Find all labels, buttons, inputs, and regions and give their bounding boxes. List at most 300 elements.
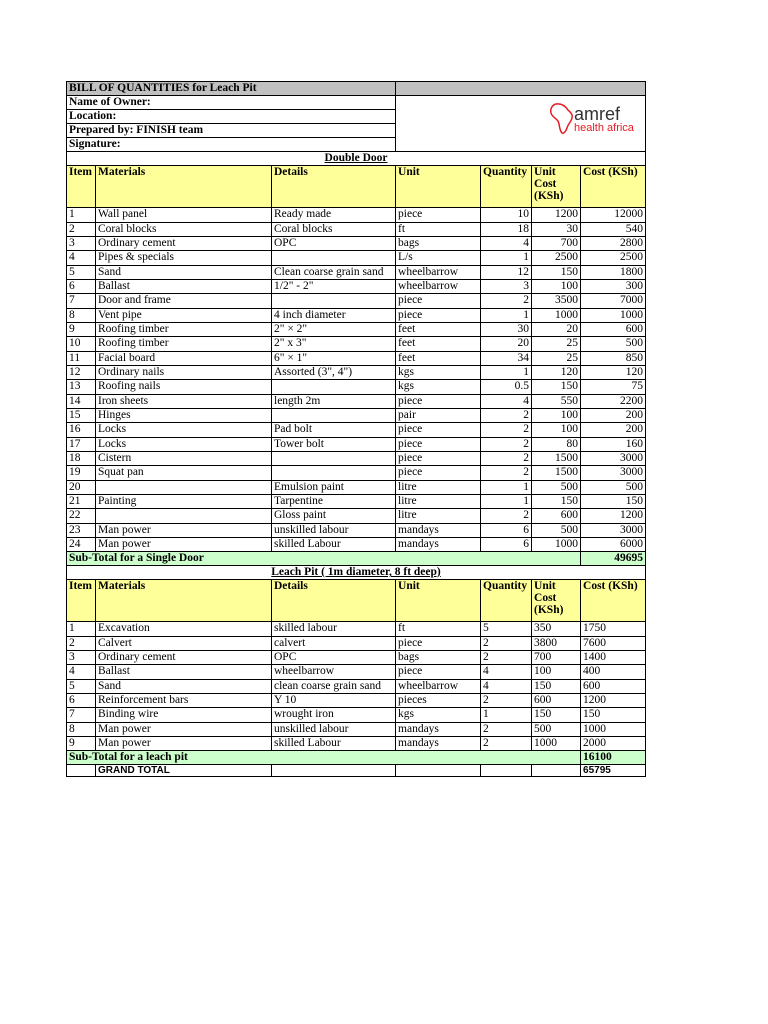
cell-material: Hinges <box>96 409 272 423</box>
cell-item: 18 <box>67 452 96 466</box>
cell-unit-cost: 1500 <box>532 452 581 466</box>
cell-unit: litre <box>396 495 481 509</box>
column-header-row <box>67 580 646 622</box>
table-row <box>67 237 646 251</box>
cell-item: 3 <box>67 651 96 665</box>
section-title-double-door <box>67 152 646 166</box>
cell-quantity: 2 <box>481 452 532 466</box>
table-row <box>67 737 646 751</box>
table-row <box>67 223 646 237</box>
cell-material: Ballast <box>96 665 272 680</box>
cell-cost: 2500 <box>581 251 646 266</box>
grand-total-label: GRAND TOTAL <box>96 765 272 777</box>
col-cost: Cost (KSh) <box>581 166 646 208</box>
cell-unit-cost: 120 <box>532 366 581 380</box>
cell-details: calvert <box>272 637 396 651</box>
cell-item: 4 <box>67 251 96 266</box>
cell-details: skilled Labour <box>272 538 396 552</box>
cell-unit: feet <box>396 337 481 352</box>
cell-unit: mandays <box>396 538 481 552</box>
cell-details: skilled Labour <box>272 737 396 751</box>
cell-details: Pad bolt <box>272 423 396 438</box>
cell-material: Roofing timber <box>96 323 272 337</box>
cell-item: 1 <box>67 208 96 223</box>
cell-unit-cost: 1000 <box>532 309 581 323</box>
cell-material: Excavation <box>96 622 272 637</box>
grand-total-empty <box>67 765 96 777</box>
cell-unit-cost: 3800 <box>532 637 581 651</box>
cell-material: Painting <box>96 495 272 509</box>
cell-material: Ordinary nails <box>96 366 272 380</box>
cell-material <box>96 481 272 495</box>
cell-unit: pair <box>396 409 481 423</box>
cell-details <box>272 380 396 395</box>
cell-cost: 150 <box>581 708 646 723</box>
cell-material: Roofing nails <box>96 380 272 395</box>
cell-item: 11 <box>67 352 96 366</box>
cell-item: 1 <box>67 622 96 637</box>
cell-cost: 1200 <box>581 694 646 708</box>
subtotal-value: 49695 <box>581 552 646 566</box>
cell-quantity: 1 <box>481 309 532 323</box>
grand-total-empty <box>396 765 481 777</box>
cell-cost: 200 <box>581 409 646 423</box>
table-row <box>67 481 646 495</box>
cell-cost: 540 <box>581 223 646 237</box>
cell-details: clean coarse grain sand <box>272 680 396 694</box>
cell-quantity: 5 <box>481 622 532 637</box>
cell-unit: piece <box>396 637 481 651</box>
cell-unit: piece <box>396 294 481 309</box>
cell-unit: L/s <box>396 251 481 266</box>
table-row <box>67 495 646 509</box>
table-row <box>67 452 646 466</box>
cell-unit: wheelbarrow <box>396 266 481 280</box>
cell-item: 16 <box>67 423 96 438</box>
cell-unit: bags <box>396 651 481 665</box>
cell-item: 15 <box>67 409 96 423</box>
table-row <box>67 208 646 223</box>
cell-quantity: 34 <box>481 352 532 366</box>
cell-item: 9 <box>67 737 96 751</box>
cell-details: Ready made <box>272 208 396 223</box>
table-row <box>67 409 646 423</box>
subtotal-value: 16100 <box>581 751 646 765</box>
cell-material: Man power <box>96 723 272 737</box>
cell-quantity: 1 <box>481 495 532 509</box>
cell-details <box>272 466 396 481</box>
table-row <box>67 622 646 637</box>
cell-item: 2 <box>67 637 96 651</box>
cell-details: unskilled labour <box>272 723 396 737</box>
cell-cost: 600 <box>581 680 646 694</box>
cell-quantity: 2 <box>481 409 532 423</box>
cell-material: Calvert <box>96 637 272 651</box>
col-unit: Unit <box>396 166 481 208</box>
cell-unit: piece <box>396 208 481 223</box>
cell-item: 7 <box>67 708 96 723</box>
cell-unit: bags <box>396 237 481 251</box>
table-row <box>67 380 646 395</box>
cell-material: Pipes & specials <box>96 251 272 266</box>
table-row <box>67 637 646 651</box>
signature-label: Signature: <box>67 138 396 152</box>
cell-unit-cost: 2500 <box>532 251 581 266</box>
cell-unit-cost: 3500 <box>532 294 581 309</box>
cell-material: Coral blocks <box>96 223 272 237</box>
cell-quantity: 1 <box>481 251 532 266</box>
cell-item: 10 <box>67 337 96 352</box>
cell-unit-cost: 25 <box>532 337 581 352</box>
cell-cost: 12000 <box>581 208 646 223</box>
cell-cost: 6000 <box>581 538 646 552</box>
col-unit: Unit <box>396 580 481 622</box>
cell-quantity: 2 <box>481 438 532 452</box>
cell-details: Tower bolt <box>272 438 396 452</box>
cell-details: length 2m <box>272 395 396 409</box>
cell-details: OPC <box>272 651 396 665</box>
boq-table <box>66 81 646 777</box>
cell-details: Y 10 <box>272 694 396 708</box>
grand-total-empty <box>532 765 581 777</box>
table-row <box>67 509 646 524</box>
cell-item: 7 <box>67 294 96 309</box>
cell-material: Locks <box>96 423 272 438</box>
cell-quantity: 4 <box>481 680 532 694</box>
cell-cost: 2000 <box>581 737 646 751</box>
cell-quantity: 2 <box>481 423 532 438</box>
cell-cost: 1750 <box>581 622 646 637</box>
cell-unit: kgs <box>396 366 481 380</box>
cell-unit-cost: 30 <box>532 223 581 237</box>
cell-cost: 2800 <box>581 237 646 251</box>
cell-item: 8 <box>67 723 96 737</box>
cell-material: Sand <box>96 680 272 694</box>
cell-details: Tarpentine <box>272 495 396 509</box>
cell-item: 12 <box>67 366 96 380</box>
grand-total-empty <box>272 765 396 777</box>
table-row <box>67 538 646 552</box>
cell-unit: piece <box>396 309 481 323</box>
cell-item: 8 <box>67 309 96 323</box>
cell-item: 9 <box>67 323 96 337</box>
cell-cost: 1000 <box>581 309 646 323</box>
table-row <box>67 251 646 266</box>
section-title-leach-pit <box>67 566 646 580</box>
cell-cost: 500 <box>581 337 646 352</box>
cell-item: 2 <box>67 223 96 237</box>
cell-item: 20 <box>67 481 96 495</box>
table-row <box>67 309 646 323</box>
cell-item: 14 <box>67 395 96 409</box>
cell-unit: wheelbarrow <box>396 280 481 294</box>
cell-quantity: 10 <box>481 208 532 223</box>
cell-details: Assorted (3", 4") <box>272 366 396 380</box>
section-title-row <box>67 566 646 580</box>
col-materials: Materials <box>96 166 272 208</box>
cell-details: 1/2" - 2" <box>272 280 396 294</box>
cell-item: 6 <box>67 280 96 294</box>
subtotal-row <box>67 552 646 566</box>
cell-item: 3 <box>67 237 96 251</box>
cell-material: Door and frame <box>96 294 272 309</box>
cell-material: Cistern <box>96 452 272 466</box>
cell-unit-cost: 550 <box>532 395 581 409</box>
cell-quantity: 3 <box>481 280 532 294</box>
cell-item: 13 <box>67 380 96 395</box>
cell-unit-cost: 350 <box>532 622 581 637</box>
table-row <box>67 665 646 680</box>
cell-cost: 850 <box>581 352 646 366</box>
cell-cost: 160 <box>581 438 646 452</box>
cell-unit-cost: 150 <box>532 495 581 509</box>
cell-details: Emulsion paint <box>272 481 396 495</box>
cell-material: Man power <box>96 737 272 751</box>
cell-material: Vent pipe <box>96 309 272 323</box>
cell-unit: mandays <box>396 723 481 737</box>
cell-quantity: 2 <box>481 509 532 524</box>
cell-unit: piece <box>396 395 481 409</box>
cell-details: Gloss paint <box>272 509 396 524</box>
table-row <box>67 266 646 280</box>
cell-details <box>272 294 396 309</box>
cell-cost: 7600 <box>581 637 646 651</box>
col-item: Item <box>67 166 96 208</box>
cell-material: Facial board <box>96 352 272 366</box>
cell-quantity: 6 <box>481 538 532 552</box>
cell-unit: mandays <box>396 524 481 538</box>
cell-unit: litre <box>396 509 481 524</box>
col-item: Item <box>67 580 96 622</box>
title-filler <box>396 82 646 96</box>
cell-unit-cost: 600 <box>532 694 581 708</box>
cell-quantity: 2 <box>481 651 532 665</box>
col-quantity: Quantity <box>481 580 532 622</box>
table-row <box>67 352 646 366</box>
grand-total-row <box>67 765 646 777</box>
cell-cost: 1200 <box>581 509 646 524</box>
cell-details <box>272 452 396 466</box>
cell-unit-cost: 25 <box>532 352 581 366</box>
cell-unit: ft <box>396 223 481 237</box>
cell-quantity: 0.5 <box>481 380 532 395</box>
cell-material: Ballast <box>96 280 272 294</box>
cell-unit-cost: 600 <box>532 509 581 524</box>
cell-unit: mandays <box>396 737 481 751</box>
cell-unit: piece <box>396 665 481 680</box>
cell-quantity: 4 <box>481 395 532 409</box>
cell-item: 22 <box>67 509 96 524</box>
cell-material: Man power <box>96 538 272 552</box>
cell-unit: piece <box>396 466 481 481</box>
cell-item: 6 <box>67 694 96 708</box>
col-materials: Materials <box>96 580 272 622</box>
cell-details: 2" x 3" <box>272 337 396 352</box>
cell-cost: 7000 <box>581 294 646 309</box>
cell-unit-cost: 80 <box>532 438 581 452</box>
cell-quantity: 12 <box>481 266 532 280</box>
cell-quantity: 2 <box>481 694 532 708</box>
cell-unit: ft <box>396 622 481 637</box>
col-details: Details <box>272 166 396 208</box>
cell-quantity: 2 <box>481 294 532 309</box>
cell-cost: 1800 <box>581 266 646 280</box>
table-row <box>67 708 646 723</box>
cell-unit-cost: 700 <box>532 651 581 665</box>
table-row <box>67 651 646 665</box>
cell-quantity: 2 <box>481 723 532 737</box>
cell-cost: 2200 <box>581 395 646 409</box>
cell-details <box>272 409 396 423</box>
col-unit-cost: Unit Cost (KSh) <box>532 166 581 208</box>
cell-cost: 1400 <box>581 651 646 665</box>
cell-unit: pieces <box>396 694 481 708</box>
table-row <box>67 694 646 708</box>
col-unit-cost: Unit Cost (KSh) <box>532 580 581 622</box>
cell-unit-cost: 150 <box>532 266 581 280</box>
cell-details: wheelbarrow <box>272 665 396 680</box>
cell-cost: 500 <box>581 481 646 495</box>
cell-cost: 3000 <box>581 466 646 481</box>
cell-details <box>272 251 396 266</box>
section-title-text: Double Door <box>324 152 388 164</box>
cell-unit-cost: 1500 <box>532 466 581 481</box>
cell-quantity: 2 <box>481 737 532 751</box>
cell-cost: 150 <box>581 495 646 509</box>
owner-label: Name of Owner: <box>67 96 396 110</box>
cell-cost: 300 <box>581 280 646 294</box>
cell-quantity: 1 <box>481 481 532 495</box>
bill-of-quantities-sheet <box>66 81 645 777</box>
table-row <box>67 723 646 737</box>
grand-total-value: 65795 <box>581 765 646 777</box>
cell-details: 4 inch diameter <box>272 309 396 323</box>
cell-item: 5 <box>67 680 96 694</box>
cell-details: 2" × 2" <box>272 323 396 337</box>
cell-details: OPC <box>272 237 396 251</box>
cell-unit-cost: 100 <box>532 665 581 680</box>
cell-item: 17 <box>67 438 96 452</box>
cell-material: Locks <box>96 438 272 452</box>
cell-material <box>96 509 272 524</box>
cell-unit: kgs <box>396 708 481 723</box>
subtotal-label: Sub-Total for a leach pit <box>67 751 581 765</box>
sheet-title: BILL OF QUANTITIES for Leach Pit <box>67 82 396 96</box>
cell-material: Wall panel <box>96 208 272 223</box>
cell-details: unskilled labour <box>272 524 396 538</box>
cell-material: Roofing timber <box>96 337 272 352</box>
table-row <box>67 323 646 337</box>
cell-unit-cost: 100 <box>532 280 581 294</box>
cell-details: 6" × 1" <box>272 352 396 366</box>
cell-unit-cost: 1000 <box>532 737 581 751</box>
subtotal-label: Sub-Total for a Single Door <box>67 552 581 566</box>
table-row <box>67 438 646 452</box>
cell-unit-cost: 20 <box>532 323 581 337</box>
cell-unit: feet <box>396 352 481 366</box>
section-title-text: Leach Pit ( 1m diameter, 8 ft deep) <box>271 566 441 578</box>
cell-material: Squat pan <box>96 466 272 481</box>
cell-cost: 3000 <box>581 452 646 466</box>
column-header-row <box>67 166 646 208</box>
cell-unit: kgs <box>396 380 481 395</box>
cell-cost: 200 <box>581 423 646 438</box>
table-row <box>67 337 646 352</box>
cell-material: Reinforcement bars <box>96 694 272 708</box>
cell-material: Sand <box>96 266 272 280</box>
cell-unit-cost: 100 <box>532 409 581 423</box>
cell-unit: litre <box>396 481 481 495</box>
cell-quantity: 4 <box>481 237 532 251</box>
cell-unit: feet <box>396 323 481 337</box>
cell-details: skilled labour <box>272 622 396 637</box>
cell-unit-cost: 150 <box>532 708 581 723</box>
cell-cost: 400 <box>581 665 646 680</box>
cell-item: 23 <box>67 524 96 538</box>
cell-material: Ordinary cement <box>96 651 272 665</box>
cell-quantity: 2 <box>481 466 532 481</box>
cell-quantity: 1 <box>481 366 532 380</box>
cell-unit-cost: 500 <box>532 481 581 495</box>
cell-quantity: 6 <box>481 524 532 538</box>
cell-details: Clean coarse grain sand <box>272 266 396 280</box>
cell-cost: 1000 <box>581 723 646 737</box>
cell-cost: 75 <box>581 380 646 395</box>
cell-quantity: 18 <box>481 223 532 237</box>
table-row <box>67 423 646 438</box>
table-row <box>67 395 646 409</box>
cell-unit-cost: 100 <box>532 423 581 438</box>
col-quantity: Quantity <box>481 166 532 208</box>
cell-quantity: 1 <box>481 708 532 723</box>
logo-subtext: health africa <box>574 122 634 134</box>
col-details: Details <box>272 580 396 622</box>
cell-item: 24 <box>67 538 96 552</box>
cell-quantity: 30 <box>481 323 532 337</box>
table-row <box>67 294 646 309</box>
table-row <box>67 280 646 294</box>
cell-unit: piece <box>396 452 481 466</box>
cell-quantity: 4 <box>481 665 532 680</box>
cell-material: Binding wire <box>96 708 272 723</box>
cell-unit-cost: 150 <box>532 380 581 395</box>
cell-quantity: 20 <box>481 337 532 352</box>
cell-unit-cost: 150 <box>532 680 581 694</box>
cell-details: wrought iron <box>272 708 396 723</box>
cell-item: 5 <box>67 266 96 280</box>
cell-quantity: 2 <box>481 637 532 651</box>
cell-unit-cost: 700 <box>532 237 581 251</box>
subtotal-row <box>67 751 646 765</box>
cell-material: Man power <box>96 524 272 538</box>
grand-total-empty <box>481 765 532 777</box>
cell-unit: wheelbarrow <box>396 680 481 694</box>
cell-details: Coral blocks <box>272 223 396 237</box>
cell-cost: 600 <box>581 323 646 337</box>
cell-unit: piece <box>396 423 481 438</box>
cell-item: 21 <box>67 495 96 509</box>
logo-word: amref <box>574 104 621 124</box>
table-row <box>67 680 646 694</box>
cell-item: 19 <box>67 466 96 481</box>
cell-unit: piece <box>396 438 481 452</box>
prepared-by-label: Prepared by: FINISH team <box>67 124 396 138</box>
cell-material: Iron sheets <box>96 395 272 409</box>
table-row <box>67 466 646 481</box>
cell-cost: 120 <box>581 366 646 380</box>
table-row <box>67 366 646 380</box>
location-label: Location: <box>67 110 396 124</box>
